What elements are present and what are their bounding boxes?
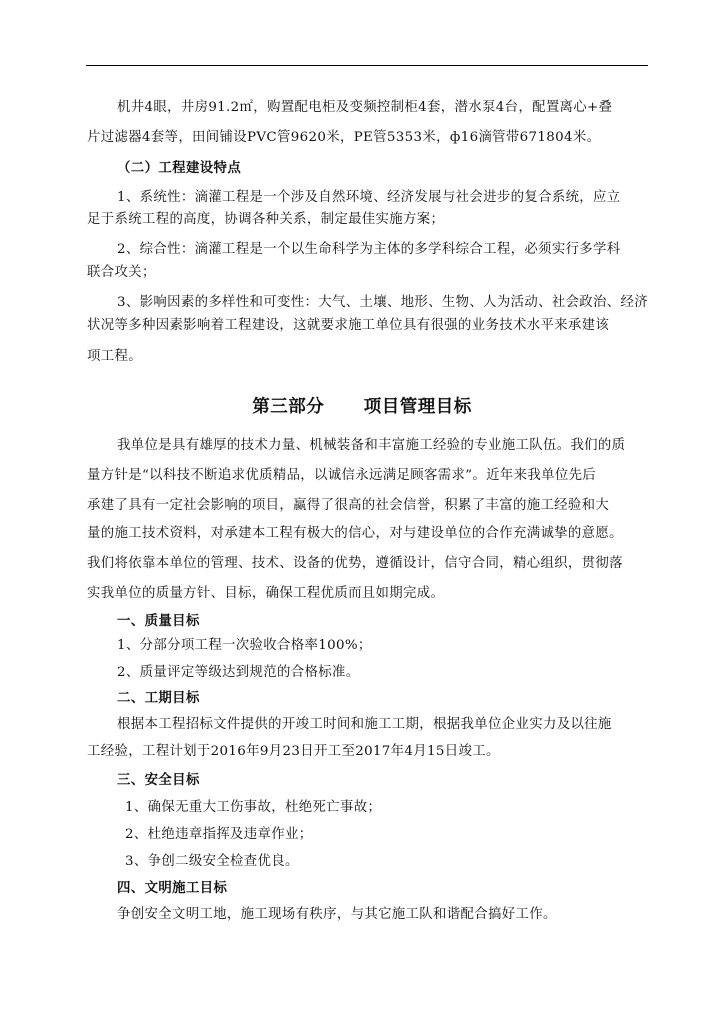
list-item: 1、分部分项工程一次验收合格率100%； [117,638,372,653]
paragraph-line: 争创安全文明工地，施工现场有秩序，与其它施工队和谐配合搞好工作。 [117,907,557,922]
paragraph-line: 片过滤器4套等，田间铺设PVC管9620米，PE管5353米，ф16滴管带671804米。 [87,130,601,145]
list-item: 2、质量评定等级达到规范的合格标准。 [117,665,360,680]
list-item: 3、争创二级安全检查优良。 [125,854,299,869]
paragraph-line: 3、影响因素的多样性和可变性：大气、土壤、地形、生物、人为活动、社会政治、经济 [117,295,649,310]
paragraph-line: 我单位是具有雄厚的技术力量、机械装备和丰富施工经验的专业施工队伍。我们的质 [117,438,626,453]
section-three-heading: 第三部分 项目管理目标 [252,397,472,417]
list-item: 1、确保无重大工伤事故，杜绝死亡事故； [125,800,382,815]
paragraph-line: 根据本工程招标文件提供的开竣工时间和施工工期，根据我单位企业实力及以往施 [117,717,612,732]
paragraph-line: 实我单位的质量方针、目标，确保工程优质而且如期完成。 [87,586,445,601]
paragraph-line: 我们将依靠本单位的管理、技术、设备的优势，遵循设计，信守合同，精心组织，贯彻落 [87,556,623,571]
list-item: 2、杜绝违章指挥及违章作业； [125,827,313,842]
subheading-civilized-construction-goals: 四、文明施工目标 [117,880,228,896]
subheading-schedule-goals: 二、工期目标 [117,690,200,706]
paragraph-line: 1、系统性：滴灌工程是一个涉及自然环境、经济发展与社会进步的复合系统，应立 [117,190,621,205]
paragraph-line: 机井4眼，井房91.2㎡，购置配电柜及变频控制柜4套，潜水泵4台，配置离心+叠 [117,100,613,115]
header-rule [86,65,648,66]
paragraph-line: 状况等多种因素影响着工程建设，这就要求施工单位具有很强的业务技术水平来承建该 [87,318,610,333]
paragraph-line: 足于系统工程的高度，协调各种关系，制定最佳实施方案； [87,212,445,227]
paragraph-line: 量方针是“以科技不断追求优质精品，以诚信永远满足顾客需求”。近年来我单位先后 [87,468,597,483]
paragraph-line: 2、综合性：滴灌工程是一个以生命科学为主体的多学科综合工程，必须实行多学科 [117,242,621,257]
subheading-safety-goals: 三、安全目标 [117,772,200,788]
paragraph-line: 承建了具有一定社会影响的项目，赢得了很高的社会信誉，积累了丰富的施工经验和大 [87,498,610,513]
paragraph-line: 联合攻关； [87,265,156,280]
paragraph-line: 工经验，工程计划于2016年9月23日开工至2017年4月15日竣工。 [87,744,500,759]
paragraph-line: 量的施工技术资料，对承建本工程有极大的信心，对与建设单位的合作充满诚挚的意愿。 [87,526,623,541]
subheading-quality-goals: 一、质量目标 [117,613,200,629]
subheading-construction-features: （二）工程建设特点 [117,160,242,176]
paragraph-line: 项工程。 [87,349,142,364]
